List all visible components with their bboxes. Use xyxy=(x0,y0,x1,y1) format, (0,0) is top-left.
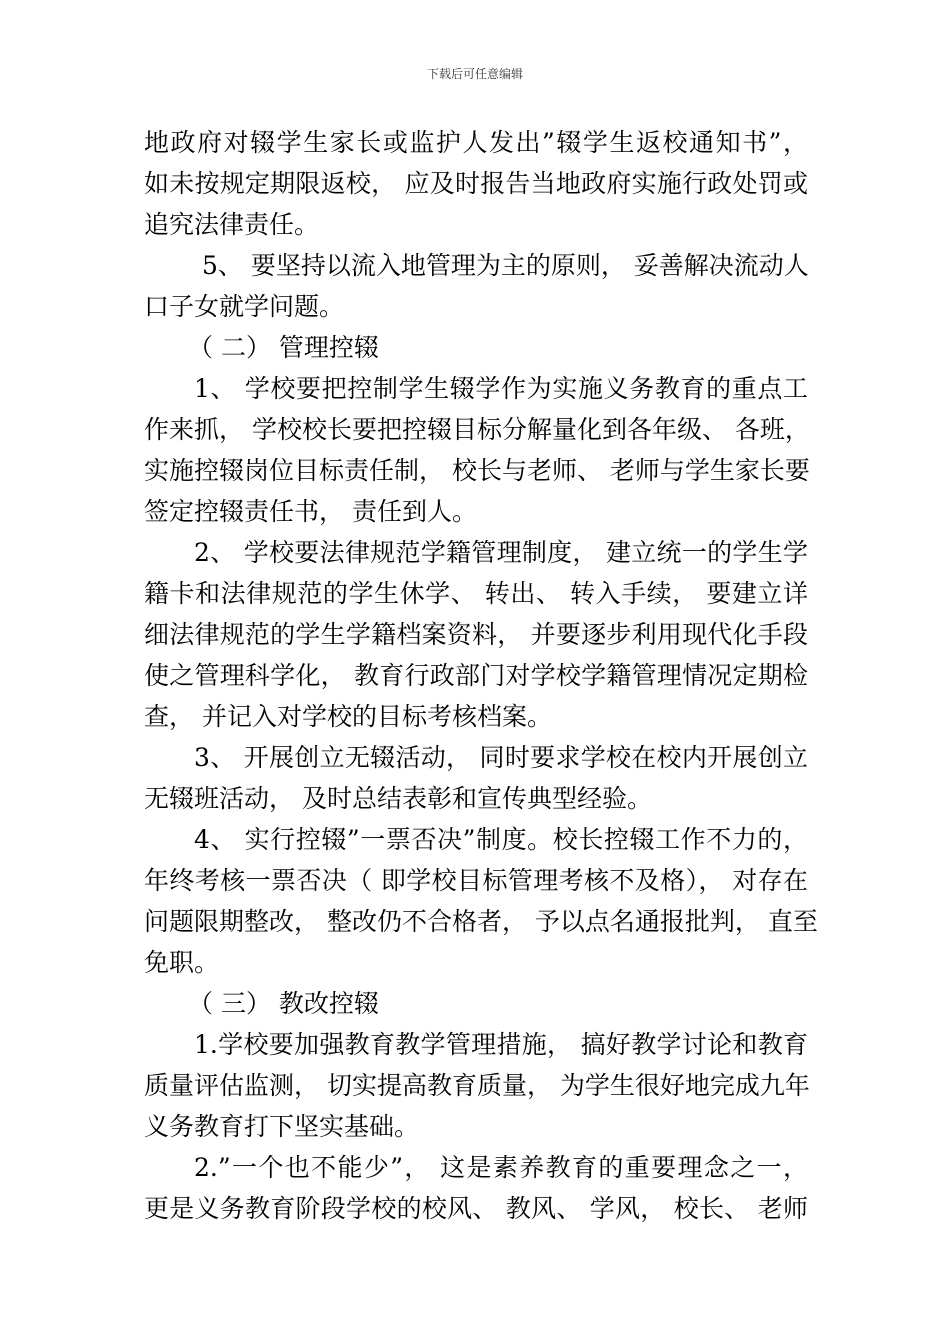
text-line: 4、 实行控辍”一票否决”制度。校长控辍工作不力的， xyxy=(194,825,808,854)
text-line: 使之管理科学化， 教育行政部门对学校学籍管理情况定期检 xyxy=(144,661,808,690)
text-line: 籍卡和法律规范的学生休学、 转出、 转入手续， 要建立详 xyxy=(144,579,808,608)
text-line: （ 二） 管理控辍 xyxy=(188,333,379,362)
text-line: 实施控辍岗位目标责任制， 校长与老师、 老师与学生家长要 xyxy=(144,456,810,485)
text-line: 1.学校要加强教育教学管理措施， 搞好教学讨论和教育 xyxy=(194,1030,808,1059)
text-line: 质量评估监测， 切实提高教育质量， 为学生很好地完成九年 xyxy=(144,1071,810,1100)
text-line: 年终考核一票否决（ 即学校目标管理考核不及格）， 对存在 xyxy=(144,866,808,895)
text-line: 3、 开展创立无辍活动， 同时要求学校在校内开展创立 xyxy=(194,743,808,772)
text-line: 地政府对辍学生家长或监护人发出”辍学生返校通知书”， xyxy=(144,128,808,157)
text-line: 作来抓， 学校校长要把控辍目标分解量化到各年级、 各班， xyxy=(144,415,810,444)
text-line: 2、 学校要法律规范学籍管理制度， 建立统一的学生学 xyxy=(194,538,808,567)
text-line: 义务教育打下坚实基础。 xyxy=(144,1112,420,1141)
text-line: 细法律规范的学生学籍档案资料， 并要逐步利用现代化手段 xyxy=(144,620,808,649)
text-line: （ 三） 教改控辍 xyxy=(188,989,379,1018)
page-header: 下载后可任意编辑 xyxy=(426,67,523,81)
text-line: 无辍班活动， 及时总结表彰和宣传典型经验。 xyxy=(144,784,652,813)
text-line: 如未按规定期限返校， 应及时报告当地政府实施行政处罚或 xyxy=(144,169,808,198)
text-line: 问题限期整改， 整改仍不合格者， 予以点名通报批判， 直至 xyxy=(144,907,818,936)
text-line: 口子女就学问题。 xyxy=(144,292,345,321)
text-line: 更是义务教育阶段学校的校风、 教风、 学风， 校长、 老师 xyxy=(144,1194,808,1223)
text-line: 5、 要坚持以流入地管理为主的原则， 妥善解决流动人 xyxy=(202,251,809,280)
text-line: 追究法律责任。 xyxy=(144,210,320,239)
text-line: 免职。 xyxy=(144,948,220,977)
text-line: 签定控辍责任书， 责任到人。 xyxy=(144,497,477,526)
text-line: 2.”一个也不能少”， 这是素养教育的重要理念之一， xyxy=(194,1153,808,1182)
text-line: 1、 学校要把控制学生辍学作为实施义务教育的重点工 xyxy=(194,374,808,403)
document-body xyxy=(144,122,818,1229)
text-line: 查， 并记入对学校的目标考核档案。 xyxy=(144,702,552,731)
